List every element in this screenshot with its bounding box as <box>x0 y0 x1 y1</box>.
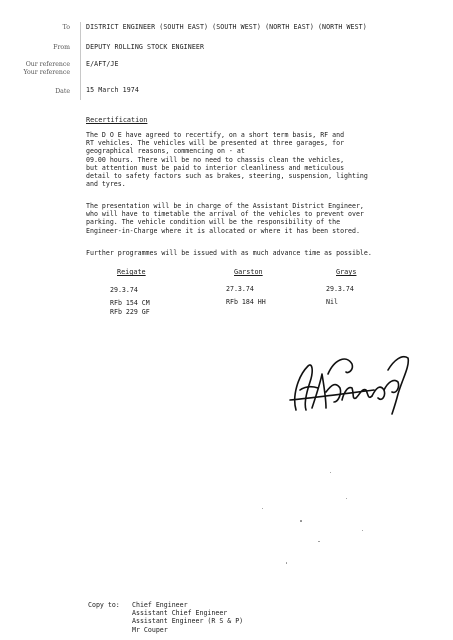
paragraph-line: The D O E have agreed to recertify, on a short term basis, RF and <box>86 131 345 139</box>
to-value: DISTRICT ENGINEER (SOUTH EAST) (SOUTH WEST) (NORTH EAST) (NORTH WEST) <box>86 23 367 31</box>
memo-title: Recertification <box>86 116 148 124</box>
grays-date: 29.3.74 <box>326 285 354 293</box>
garston-vehicle: RFb 184 HH <box>226 298 266 306</box>
scan-speck <box>262 508 263 509</box>
copy-to-list <box>132 601 243 634</box>
your-reference-label: Your reference <box>23 69 70 76</box>
reigate-vehicle: RFb 154 CM <box>110 299 150 307</box>
paragraph-3 <box>86 249 406 257</box>
scan-speck <box>330 472 331 473</box>
header-divider <box>80 22 81 100</box>
paragraph-2 <box>86 202 406 235</box>
paragraph-line: who will have to timetable the arrival of the vehicles to prevent over <box>86 210 364 219</box>
our-reference-label: Our reference <box>25 61 70 68</box>
copy-recipient: Mr Couper <box>132 625 168 634</box>
paragraph-line: but attention must be paid to interior cleanliness and meticulous <box>86 163 345 172</box>
grays-vehicle: Nil <box>326 298 338 306</box>
copy-recipient: Chief Engineer <box>132 601 188 609</box>
date-label: Date <box>55 88 70 95</box>
paragraph-line: detail to safety factors such as brakes, steering, suspension, lighting <box>86 172 368 181</box>
paragraph-line: RT vehicles. The vehicles will be presented at three garages, for <box>86 139 345 148</box>
paragraph-line: parking. The vehicle condition will be the responsibility of the <box>86 218 341 227</box>
copy-recipient: Assistant Chief Engineer <box>132 609 228 618</box>
copy-recipient: Assistant Engineer (R S & P) <box>132 617 244 626</box>
scan-speck <box>286 562 287 564</box>
garston-heading: Garston <box>234 268 263 276</box>
grays-heading: Grays <box>336 268 357 276</box>
handwritten-signature <box>282 340 416 426</box>
from-value: DEPUTY ROLLING STOCK ENGINEER <box>86 43 205 51</box>
copy-to-label: Copy to: <box>88 601 120 609</box>
from-label: From <box>53 44 70 51</box>
reference-value: E/AFT/JE <box>86 60 119 68</box>
paragraph-line: Further programmes will be issued with as much advance time as possible. <box>86 249 372 257</box>
to-label: To <box>62 24 70 31</box>
scan-speck <box>318 541 320 542</box>
paragraph-line: geographical reasons, commencing on - at <box>86 147 245 156</box>
reigate-date: 29.3.74 <box>110 286 138 294</box>
paragraph-line: Engineer-in-Charge where it is allocated or where it has been stored. <box>86 226 360 235</box>
scan-speck <box>362 530 363 531</box>
paragraph-1 <box>86 131 406 188</box>
paragraph-line: and tyres. <box>86 180 126 189</box>
reigate-vehicle: RFb 229 GF <box>110 308 150 316</box>
scan-speck <box>300 520 302 522</box>
reigate-heading: Reigate <box>117 268 146 276</box>
paragraph-line: 09.00 hours. There will be no need to chassis clean the vehicles, <box>86 155 345 164</box>
date-value: 15 March 1974 <box>86 86 139 94</box>
garston-date: 27.3.74 <box>226 285 254 293</box>
paragraph-line: The presentation will be in charge of the Assistant District Engineer, <box>86 202 364 210</box>
scan-speck <box>346 498 347 499</box>
